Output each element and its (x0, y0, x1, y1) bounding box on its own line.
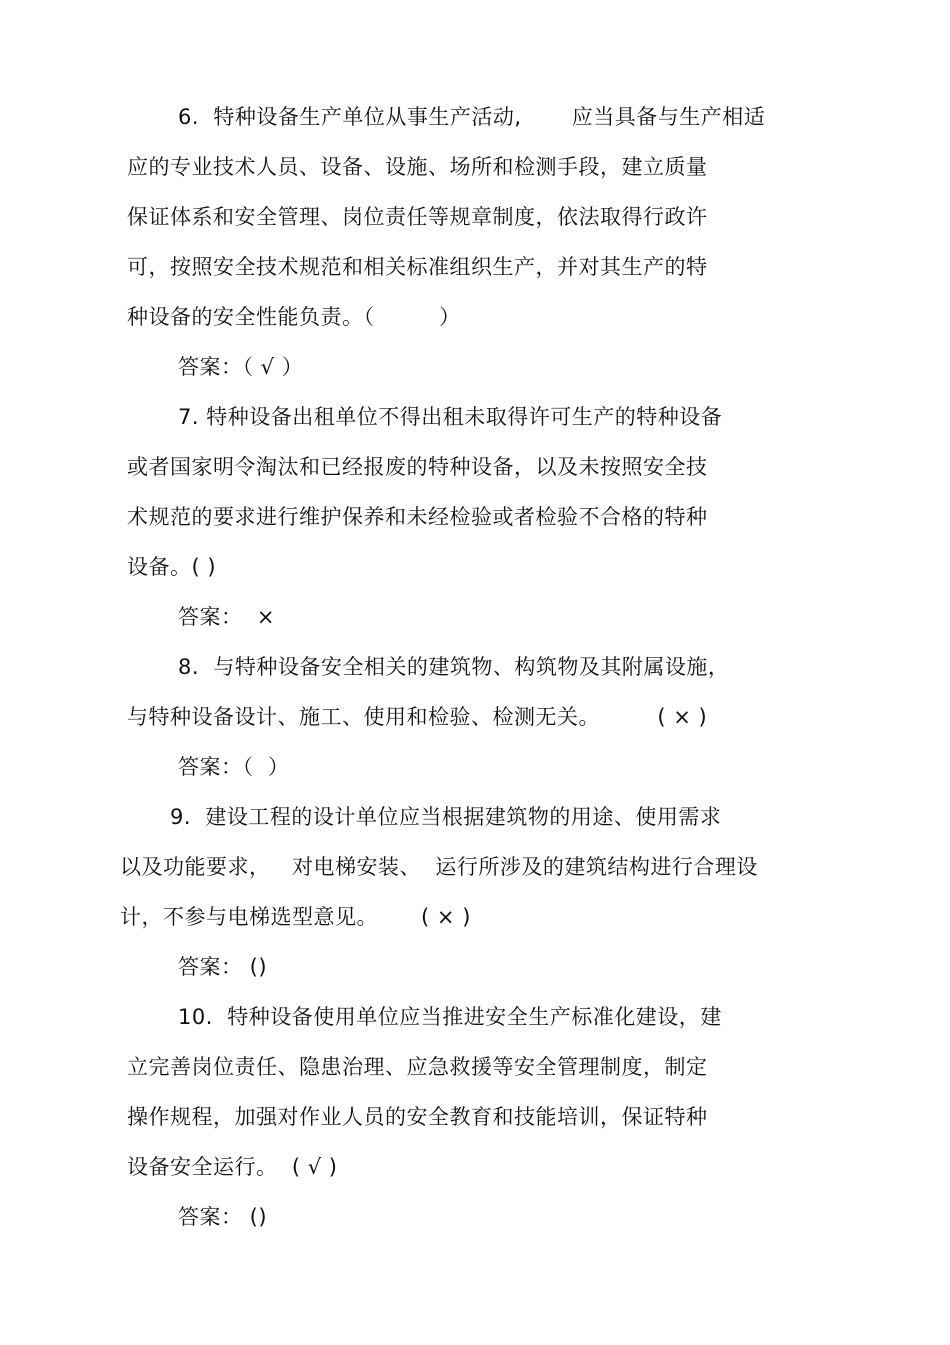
q6-answer: 答案：（ √ ） (178, 355, 304, 379)
q9-line-3: 计，不参与电梯选型意见。 ( × ) (120, 905, 471, 929)
q10-line-4: 设备安全运行。 ( √ ) (127, 1155, 338, 1179)
q10-line-2: 立完善岗位责任、隐患治理、应急救援等安全管理制度，制定 (127, 1055, 708, 1079)
q8-line-2: 与特种设备设计、施工、使用和检验、检测无关。 ( × ) (127, 705, 708, 729)
q9-line-2: 以及功能要求， 对电梯安装、 运行所涉及的建筑结构进行合理设 (120, 855, 758, 879)
q6-line-2: 应的专业技术人员、设备、设施、场所和检测手段，建立质量 (127, 155, 708, 179)
q9-answer: 答案： () (178, 955, 268, 979)
q7-line-3: 术规范的要求进行维护保养和未经检验或者检验不合格的特种 (127, 505, 708, 529)
q8-line-1: 8. 与特种设备安全相关的建筑物、构筑物及其附属设施， (178, 655, 730, 679)
q10-answer: 答案： () (178, 1205, 268, 1229)
q7-answer: 答案： × (178, 605, 275, 629)
q7-line-2: 或者国家明令淘汰和已经报废的特种设备，以及未按照安全技 (127, 455, 708, 479)
q10-line-1: 10. 特种设备使用单位应当推进安全生产标准化建设，建 (178, 1005, 722, 1029)
q7-line-4: 设备。( ) (127, 555, 217, 579)
q6-line-4: 可，按照安全技术规范和相关标准组织生产，并对其生产的特 (127, 255, 708, 279)
q10-line-3: 操作规程，加强对作业人员的安全教育和技能培训，保证特种 (127, 1105, 708, 1129)
q9-line-1: 9. 建设工程的设计单位应当根据建筑物的用途、使用需求 (170, 805, 722, 829)
q6-line-1: 6. 特种设备生产单位从事生产活动, 应当具备与生产相适 (178, 105, 766, 129)
q6-line-5: 种设备的安全性能负责。（ ） (127, 305, 461, 329)
q7-line-1: 7. 特种设备出租单位不得出租未取得许可生产的特种设备 (178, 405, 723, 429)
q6-line-3: 保证体系和安全管理、岗位责任等规章制度，依法取得行政许 (127, 205, 708, 229)
q8-answer: 答案：（ ） (178, 755, 290, 779)
